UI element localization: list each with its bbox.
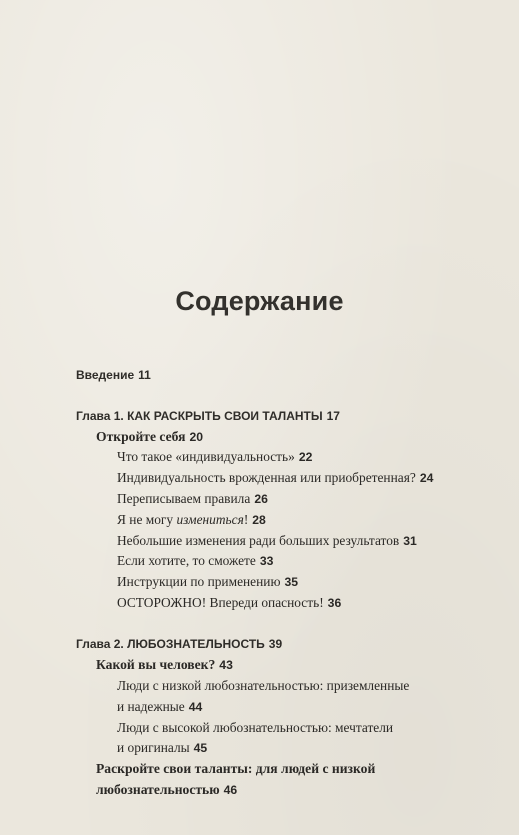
toc-entry-subsection xyxy=(117,512,266,528)
entry-text: Какой вы человек? xyxy=(96,657,216,672)
page-number: 26 xyxy=(254,492,268,506)
entry-text: Глава 2. ЛЮБОЗНАТЕЛЬНОСТЬ xyxy=(76,637,265,651)
entry-text: Если хотите, то сможете xyxy=(117,553,256,568)
toc-entry-chapter-1 xyxy=(76,408,340,424)
entry-text: ОСТОРОЖНО! Впереди опасность! xyxy=(117,595,324,610)
entry-text: любознательностью xyxy=(96,782,220,797)
toc-entry-subsection xyxy=(117,595,341,611)
entry-text: Люди с низкой любознательностью: приземленные xyxy=(117,678,410,693)
entry-text: Инструкции по применению xyxy=(117,574,281,589)
page-number: 35 xyxy=(284,575,299,589)
entry-text: Я не могу xyxy=(117,512,177,527)
page-number: 28 xyxy=(252,513,266,527)
entry-text: Люди с высокой любознательностью: мечтатели xyxy=(117,720,394,735)
toc-entry-subsection-continued xyxy=(117,740,207,756)
toc-entry-subsection xyxy=(117,720,393,736)
toc-entry-subsection xyxy=(117,533,417,549)
page-number: 36 xyxy=(327,596,342,610)
toc-entry-section xyxy=(96,429,203,445)
toc-entry-section xyxy=(96,657,233,673)
entry-text: Что такое «индивидуальность» xyxy=(117,449,295,464)
page-title: Содержание xyxy=(175,286,344,316)
entry-text: Раскройте свои таланты: для людей с низкой xyxy=(96,761,376,776)
toc-entry-subsection xyxy=(117,470,433,486)
page-number: 43 xyxy=(219,658,233,672)
entry-text: Глава 1. КАК РАСКРЫТЬ СВОИ ТАЛАНТЫ xyxy=(76,409,323,423)
toc-entry-section-continued xyxy=(96,782,237,798)
toc-entry-subsection xyxy=(117,574,298,590)
toc-entry-section xyxy=(96,761,375,777)
entry-text: и надежные xyxy=(117,699,185,714)
entry-text: Введение xyxy=(76,368,135,382)
page-number: 44 xyxy=(188,700,203,714)
page-number: 22 xyxy=(298,450,313,464)
entry-text-italic: измениться xyxy=(176,512,244,527)
page-number: 24 xyxy=(419,471,434,485)
entry-text: Небольшие изменения ради больших результатов xyxy=(117,533,400,548)
page-number: 39 xyxy=(268,637,283,651)
entry-text: Индивидуальность врожденная или приобретенная? xyxy=(117,470,416,485)
entry-text: ! xyxy=(243,512,249,527)
entry-text: Переписываем правила xyxy=(117,491,251,506)
page-number: 20 xyxy=(189,430,203,444)
toc-entry-subsection xyxy=(117,678,409,694)
page-number: 31 xyxy=(403,534,417,548)
toc-entry-intro xyxy=(76,367,151,383)
toc-entry-subsection-continued xyxy=(117,699,202,715)
entry-text: Откройте себя xyxy=(96,429,186,444)
page-number: 11 xyxy=(138,368,151,382)
toc-entry-subsection xyxy=(117,491,268,507)
entry-text: и оригиналы xyxy=(117,740,190,755)
toc-entry-chapter-2 xyxy=(76,636,282,652)
page-number: 46 xyxy=(223,783,238,797)
toc-entry-subsection xyxy=(117,449,312,465)
toc-entry-subsection xyxy=(117,553,273,569)
page-number: 45 xyxy=(193,741,208,755)
page-number: 33 xyxy=(259,554,274,568)
page-number: 17 xyxy=(326,409,340,423)
